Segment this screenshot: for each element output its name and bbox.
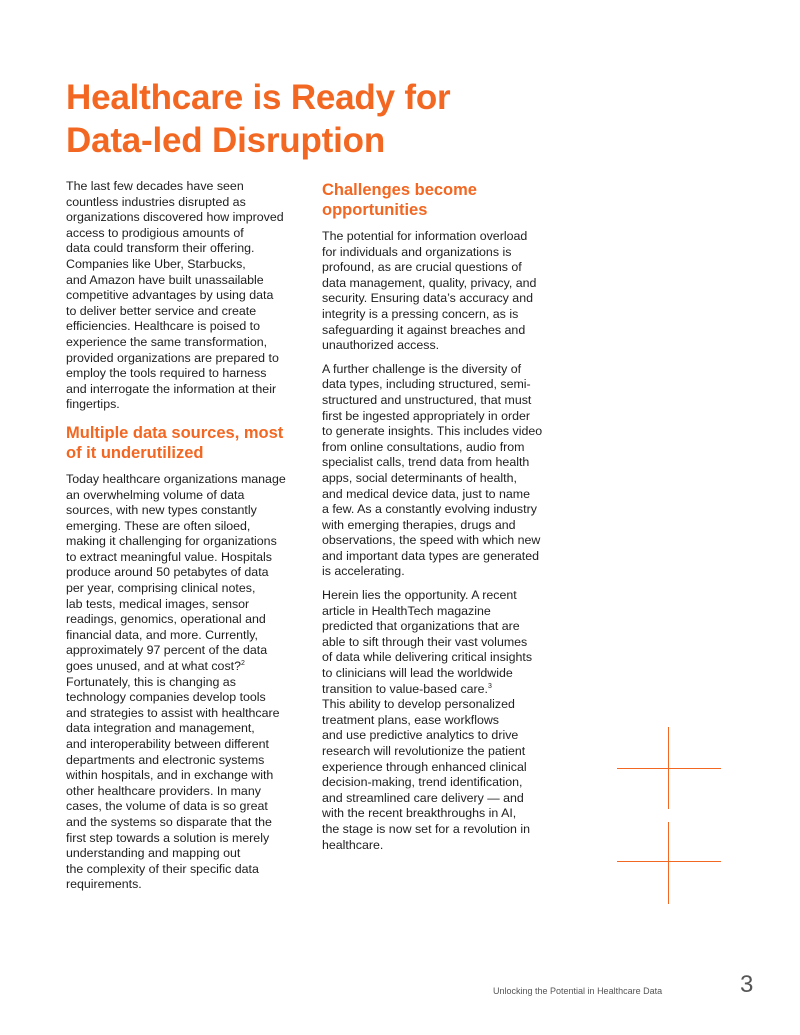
text-line: decision-making, trend identification, xyxy=(322,775,523,790)
text-line: organizations discovered how improved xyxy=(66,210,284,225)
text-line: lab tests, medical images, sensor xyxy=(66,596,250,611)
text-line: and medical device data, just to name xyxy=(322,486,531,501)
text-line: data types, including structured, semi- xyxy=(322,377,531,392)
text-line: observations, the speed with which new xyxy=(322,533,541,548)
decorative-horizontal-line-top xyxy=(617,768,721,769)
text-line: competitive advantages by using data xyxy=(66,288,274,303)
text-line: predicted that organizations that are xyxy=(322,619,520,634)
text-line: The last few decades have seen xyxy=(66,179,244,193)
text-line: data integration and management, xyxy=(66,721,255,736)
page-title xyxy=(66,76,450,162)
text-line: emerging. These are often siloed, xyxy=(66,518,251,533)
text-line: the stage is now set for a revolution in xyxy=(322,821,531,836)
left-column xyxy=(66,179,316,893)
text-line: and the systems so disparate that the xyxy=(66,814,272,829)
text-line: unauthorized access. xyxy=(322,338,440,353)
text-line: and important data types are generated xyxy=(322,548,539,563)
text-line: first step towards a solution is merely xyxy=(66,830,270,845)
text-line: is accelerating. xyxy=(322,564,405,579)
text-line: understanding and mapping out xyxy=(66,846,241,861)
text-line: data could transform their offering. xyxy=(66,241,255,256)
text-line: treatment plans, ease workflows xyxy=(322,712,499,727)
data-sources-paragraph xyxy=(66,472,316,893)
text-line: to deliver better service and create xyxy=(66,303,257,318)
text-line: and use predictive analytics to drive xyxy=(322,728,519,743)
text-fragment: transition to value-based care. xyxy=(322,681,488,696)
opportunity-paragraph xyxy=(322,588,572,853)
text-line: requirements. xyxy=(66,877,142,892)
text-line: to clinicians will lead the worldwide xyxy=(322,666,513,681)
text-line: efficiencies. Healthcare is poised to xyxy=(66,319,260,334)
text-line: the complexity of their specific data xyxy=(66,861,259,876)
text-line: employ the tools required to harness xyxy=(66,366,267,381)
text-line: other healthcare providers. In many xyxy=(66,783,261,798)
text-line: approximately 97 percent of the data xyxy=(66,643,268,658)
text-line: A further challenge is the diversity of xyxy=(322,361,522,376)
text-line: and interrogate the information at their xyxy=(66,381,277,396)
text-line: an overwhelming volume of data xyxy=(66,487,245,502)
text-line: cases, the volume of data is so great xyxy=(66,799,268,814)
text-line: countless industries disrupted as xyxy=(66,194,246,209)
text-line: from online consultations, audio from xyxy=(322,439,525,454)
text-line: for individuals and organizations is xyxy=(322,244,512,259)
text-line: security. Ensuring data’s accuracy and xyxy=(322,291,533,306)
text-line: sources, with new types constantly xyxy=(66,503,257,518)
heading-line: Challenges become xyxy=(322,181,477,199)
text-line: Herein lies the opportunity. A recent xyxy=(322,588,517,603)
text-line: access to prodigious amounts of xyxy=(66,225,244,240)
challenges-paragraph-1 xyxy=(322,229,572,354)
decorative-horizontal-line-bottom xyxy=(617,861,721,862)
text-line: and Amazon have built unassailable xyxy=(66,272,264,287)
text-line: experience through enhanced clinical xyxy=(322,759,527,774)
text-line: fingertips. xyxy=(66,397,120,412)
text-line: with emerging therapies, drugs and xyxy=(322,517,516,532)
text-line: and strategies to assist with healthcare xyxy=(66,705,280,720)
right-column xyxy=(322,179,572,853)
text-line: financial data, and more. Currently, xyxy=(66,627,258,642)
text-fragment: goes unused, and at what cost? xyxy=(66,659,241,674)
text-line-with-footnote xyxy=(322,682,572,698)
text-line: first be ingested appropriately in order xyxy=(322,408,531,423)
text-line: data management, quality, privacy, and xyxy=(322,275,537,290)
text-line: specialist calls, trend data from health xyxy=(322,455,530,470)
text-line: Fortunately, this is changing as xyxy=(66,674,236,689)
text-line: article in HealthTech magazine xyxy=(322,603,491,618)
text-line: to extract meaningful value. Hospitals xyxy=(66,549,272,564)
section-heading-challenges xyxy=(322,180,572,220)
text-line: with the recent breakthroughs in AI, xyxy=(322,806,517,821)
text-line-with-footnote xyxy=(66,659,316,675)
intro-paragraph xyxy=(66,179,316,413)
decorative-vertical-line-bottom xyxy=(668,822,669,904)
text-line: provided organizations are prepared to xyxy=(66,350,279,365)
text-line: profound, as are crucial questions of xyxy=(322,260,522,275)
text-line: per year, comprising clinical notes, xyxy=(66,581,256,596)
text-line: The potential for information overload xyxy=(322,229,528,243)
text-line: and interoperability between different xyxy=(66,737,269,751)
text-line: making it challenging for organizations xyxy=(66,534,277,549)
section-heading-data-sources xyxy=(66,423,316,463)
text-line: able to sift through their vast volumes xyxy=(322,634,528,649)
text-line: and streamlined care delivery — and xyxy=(322,790,524,805)
text-line: within hospitals, and in exchange with xyxy=(66,768,274,783)
challenges-paragraph-2 xyxy=(322,362,572,580)
text-line: integrity is a pressing concern, as is xyxy=(322,306,519,321)
text-line: produce around 50 petabytes of data xyxy=(66,565,269,580)
title-line: Data-led Disruption xyxy=(66,121,385,160)
text-line: safeguarding it against breaches and xyxy=(322,322,526,337)
heading-line: of it underutilized xyxy=(66,443,204,462)
footnote-reference: 3 xyxy=(488,682,492,690)
footer-document-title: Unlocking the Potential in Healthcare Data xyxy=(493,986,663,996)
text-line: structured and unstructured, that must xyxy=(322,392,532,407)
footnote-reference: 2 xyxy=(240,659,245,667)
text-line: healthcare. xyxy=(322,837,384,852)
text-line: apps, social determinants of health, xyxy=(322,470,517,485)
heading-line: Multiple data sources, most xyxy=(66,423,284,442)
text-line: Today healthcare organizations manage xyxy=(66,471,286,486)
text-line: a few. As a constantly evolving industry xyxy=(322,502,537,517)
text-line: This ability to develop personalized xyxy=(322,697,515,712)
page-number: 3 xyxy=(740,971,754,998)
heading-line: opportunities xyxy=(322,201,428,219)
text-line: to generate insights. This includes video xyxy=(322,424,543,439)
text-line: readings, genomics, operational and xyxy=(66,612,266,627)
text-line: departments and electronic systems xyxy=(66,752,265,767)
text-line: technology companies develop tools xyxy=(66,690,266,705)
text-line: Companies like Uber, Starbucks, xyxy=(66,256,246,271)
text-line: research will revolutionize the patient xyxy=(322,744,526,758)
text-line: of data while delivering critical insights xyxy=(322,650,533,665)
title-line: Healthcare is Ready for xyxy=(66,78,451,117)
text-line: experience the same transformation, xyxy=(66,334,268,349)
